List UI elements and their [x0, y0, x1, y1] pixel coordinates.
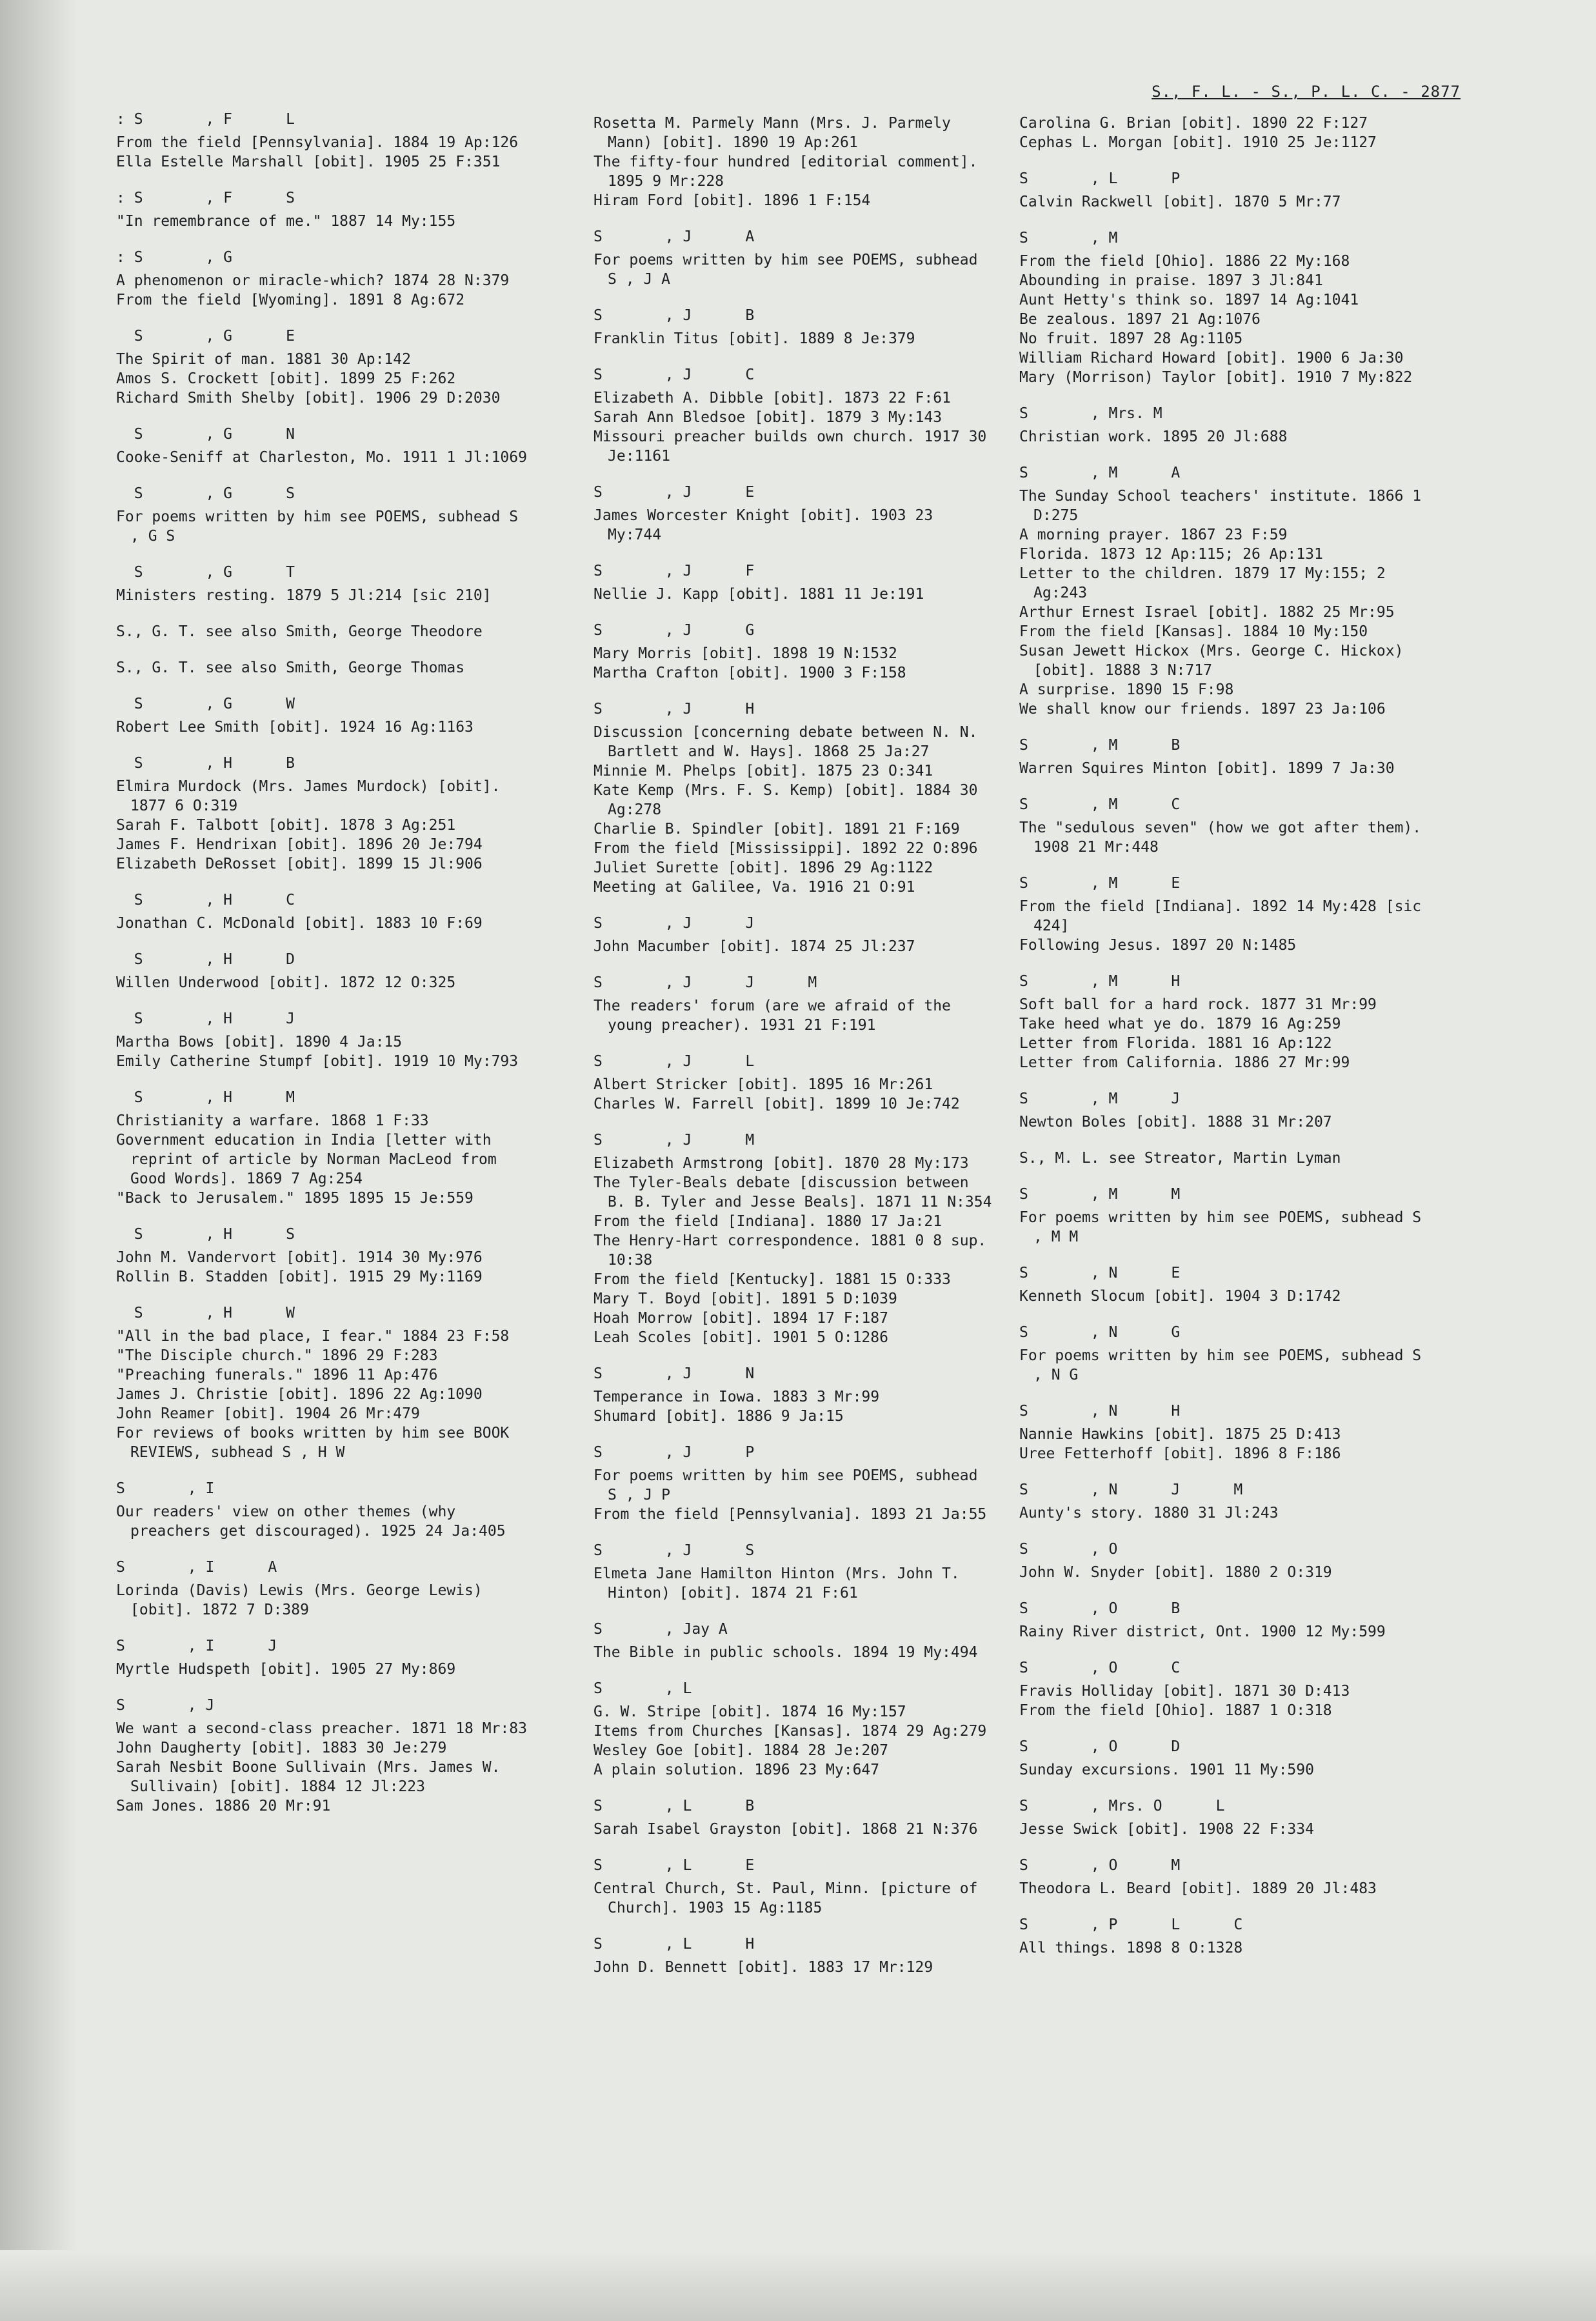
citation-item: The Henry-Hart correspondence. 1881 0 8 sup. 10:38	[594, 1232, 987, 1269]
index-entry	[1019, 404, 1432, 447]
citation-item: From the field [Kansas]. 1884 10 My:150	[1019, 623, 1368, 640]
index-entry	[1019, 1149, 1432, 1168]
entry-heading: S , O	[1019, 1541, 1118, 1558]
citation-item: Missouri preacher builds own church. 1917 30 Je:1161	[594, 428, 987, 465]
citation-item: Uree Fetterhoff [obit]. 1896 8 F:186	[1019, 1445, 1341, 1462]
citation-item: Letter from California. 1886 27 Mr:99	[1019, 1054, 1350, 1071]
index-entry	[1019, 1658, 1432, 1720]
citation-item: Sunday excursions. 1901 11 My:590	[1019, 1762, 1314, 1778]
index-entry	[1019, 736, 1432, 778]
entry-heading: S , J	[116, 1697, 215, 1714]
citation-item: For reviews of books written by him see BOOK REVIEWS, subhead S , H W	[116, 1425, 510, 1461]
citation-item: "Back to Jerusalem." 1895 1895 15 Je:559	[116, 1190, 474, 1207]
citation-item: Ella Estelle Marshall [obit]. 1905 25 F:351	[116, 154, 501, 170]
citation-item: Cephas L. Morgan [obit]. 1910 25 Je:1127	[1019, 134, 1377, 151]
citation-item: Nellie J. Kapp [obit]. 1881 11 Je:191	[594, 586, 924, 603]
citation-item: Aunty's story. 1880 31 Jl:243	[1019, 1505, 1279, 1522]
entry-heading: S , N J M	[1019, 1482, 1243, 1498]
citation-item: For poems written by him see POEMS, subhead S , M M	[1019, 1209, 1422, 1245]
citation-item: Sarah Ann Bledsoe [obit]. 1879 3 My:143	[594, 409, 943, 426]
citation-item: James Worcester Knight [obit]. 1903 23 My:744	[594, 507, 933, 543]
citation-item: Letter from Florida. 1881 16 Ap:122	[1019, 1035, 1332, 1052]
citation-item: The Bible in public schools. 1894 19 My:494	[594, 1644, 978, 1661]
citation-item: James F. Hendrixan [obit]. 1896 20 Je:794	[116, 836, 483, 853]
citation-item: John D. Bennett [obit]. 1883 17 Mr:129	[594, 1959, 933, 1976]
index-entry	[1019, 1185, 1432, 1247]
index-entry	[116, 1009, 535, 1071]
citation-item: Newton Boles [obit]. 1888 31 Mr:207	[1019, 1114, 1332, 1130]
entry-heading: S , M H	[1019, 973, 1181, 990]
citation-item: Christian work. 1895 20 Jl:688	[1019, 428, 1288, 445]
index-entry	[116, 1479, 535, 1541]
citation-item: From the field [Pennsylvania]. 1884 19 Ap:126	[116, 134, 519, 151]
index-entry	[116, 694, 535, 737]
entry-heading: S , G E	[116, 328, 295, 345]
citation-item: John Macumber [obit]. 1874 25 Jl:237	[594, 938, 915, 955]
entry-heading: S , N G	[1019, 1324, 1181, 1341]
citation-item: Cooke-Seniff at Charleston, Mo. 1911 1 Jl:1069	[116, 449, 527, 466]
index-entry	[594, 621, 993, 683]
index-entry	[594, 306, 993, 348]
citation-item: Soft ball for a hard rock. 1877 31 Mr:99	[1019, 996, 1377, 1013]
entry-heading: S , I J	[116, 1638, 277, 1654]
citation-item: Be zealous. 1897 21 Ag:1076	[1019, 311, 1261, 328]
index-entry	[116, 1303, 535, 1462]
citation-item: Leah Scoles [obit]. 1901 5 O:1286	[594, 1329, 888, 1346]
citation-item: Rollin B. Stadden [obit]. 1915 29 My:1169	[116, 1269, 483, 1285]
index-entry	[1019, 114, 1432, 152]
index-entry	[116, 950, 535, 992]
entry-heading: S , H B	[116, 755, 295, 772]
citation-item: From the field [Mississippi]. 1892 22 O:896	[594, 840, 978, 857]
citation-item: Franklin Titus [obit]. 1889 8 Je:379	[594, 330, 915, 347]
citation-item: Carolina G. Brian [obit]. 1890 22 F:127	[1019, 115, 1368, 132]
citation-item: Rainy River district, Ont. 1900 12 My:599	[1019, 1623, 1386, 1640]
index-entry	[594, 561, 993, 604]
citation-item: A surprise. 1890 15 F:98	[1019, 681, 1234, 698]
citation-item: Elizabeth A. Dibble [obit]. 1873 22 F:61	[594, 390, 951, 407]
index-entry	[116, 248, 535, 310]
citation-item: Elizabeth Armstrong [obit]. 1870 28 My:173	[594, 1155, 969, 1172]
citation-item: Following Jesus. 1897 20 N:1485	[1019, 937, 1297, 954]
citation-item: Sarah Nesbit Boone Sullivain (Mrs. James W. Sullivain) [obit]. 1884 12 Jl:223	[116, 1759, 501, 1795]
citation-item: No fruit. 1897 28 Ag:1105	[1019, 330, 1243, 347]
index-entry	[116, 425, 535, 467]
index-entry	[1019, 874, 1432, 955]
citation-item: Lorinda (Davis) Lewis (Mrs. George Lewis) [obit]. 1872 7 D:389	[116, 1582, 483, 1618]
index-entry	[1019, 1796, 1432, 1839]
citation-item: Warren Squires Minton [obit]. 1899 7 Ja:30	[1019, 760, 1395, 777]
citation-item: The Tyler-Beals debate [discussion between B. B. Tyler and Jesse Beals]. 1871 11 N:354	[594, 1174, 992, 1211]
index-column-1	[116, 110, 535, 1833]
citation-item: Theodora L. Beard [obit]. 1889 20 Jl:483	[1019, 1880, 1377, 1897]
index-entry	[594, 1856, 993, 1918]
citation-item: We want a second-class preacher. 1871 18 Mr:83	[116, 1720, 527, 1737]
citation-item: Shumard [obit]. 1886 9 Ja:15	[594, 1408, 844, 1425]
citation-item: Sarah F. Talbott [obit]. 1878 3 Ag:251	[116, 817, 456, 834]
entry-heading: S , J S	[594, 1542, 755, 1559]
citation-item: Jonathan C. McDonald [obit]. 1883 10 F:69	[116, 915, 483, 932]
citation-item: Central Church, St. Paul, Minn. [picture of Church]. 1903 15 Ag:1185	[594, 1880, 978, 1916]
entry-heading: S , O C	[1019, 1660, 1181, 1676]
index-entry	[1019, 1323, 1432, 1385]
citation-item: Albert Stricker [obit]. 1895 16 Mr:261	[594, 1076, 933, 1093]
index-entry	[1019, 463, 1432, 719]
index-entry	[116, 563, 535, 605]
citation-item: The Spirit of man. 1881 30 Ap:142	[116, 351, 411, 368]
citation-item: Fravis Holliday [obit]. 1871 30 D:413	[1019, 1683, 1350, 1700]
citation-item: Discussion [concerning debate between N. N. Bartlett and W. Hays]. 1868 25 Ja:27	[594, 724, 978, 760]
index-entry	[1019, 228, 1432, 387]
entry-heading: S , J H	[594, 701, 755, 718]
entry-heading: S , G N	[116, 426, 295, 443]
citation-item: Meeting at Galilee, Va. 1916 21 O:91	[594, 879, 915, 896]
entry-heading: S , J J	[594, 915, 755, 932]
index-entry	[116, 188, 535, 231]
citation-item: Sam Jones. 1886 20 Mr:91	[116, 1798, 331, 1814]
citation-item: Elizabeth DeRosset [obit]. 1899 15 Jl:906	[116, 856, 483, 872]
citation-item: The fifty-four hundred [editorial comment]. 1895 9 Mr:228	[594, 154, 978, 190]
citation-item: "In remembrance of me." 1887 14 My:155	[116, 213, 456, 230]
citation-item: Robert Lee Smith [obit]. 1924 16 Ag:1163	[116, 719, 474, 736]
citation-item: Ministers resting. 1879 5 Jl:214 [sic 210]	[116, 587, 492, 604]
entry-heading: S , M A	[1019, 465, 1181, 481]
entry-heading: S , H W	[116, 1305, 295, 1321]
citation-item: Juliet Surette [obit]. 1896 29 Ag:1122	[594, 859, 933, 876]
entry-heading: S , M J	[1019, 1090, 1181, 1107]
entry-heading: S , O D	[1019, 1738, 1181, 1755]
citation-item: From the field [Indiana]. 1892 14 My:428 [sic 424]	[1019, 898, 1422, 934]
index-entry	[1019, 1915, 1432, 1958]
citation-item: Our readers' view on other themes (why preachers get discouraged). 1925 24 Ja:405	[116, 1503, 506, 1540]
entry-heading: : S , G	[116, 249, 233, 266]
citation-item: For poems written by him see POEMS, subhead S , J P	[594, 1467, 978, 1503]
citation-item: For poems written by him see POEMS, subhead S , N G	[1019, 1347, 1422, 1383]
citation-item: Sarah Isabel Grayston [obit]. 1868 21 N:376	[594, 1821, 978, 1838]
citation-item: A phenomenon or miracle-which? 1874 28 N:379	[116, 272, 510, 289]
citation-item: John Reamer [obit]. 1904 26 Mr:479	[116, 1405, 420, 1422]
index-entry	[594, 1679, 993, 1780]
citation-item: Emily Catherine Stumpf [obit]. 1919 10 My:793	[116, 1053, 519, 1070]
citation-item: Kenneth Slocum [obit]. 1904 3 D:1742	[1019, 1288, 1341, 1305]
entry-heading: S , O M	[1019, 1857, 1181, 1874]
entry-heading: S , M	[1019, 230, 1118, 246]
citation-item: S., G. T. see also Smith, George Theodore	[116, 623, 483, 640]
index-entry	[1019, 972, 1432, 1072]
citation-item: Take heed what ye do. 1879 16 Ag:259	[1019, 1016, 1341, 1032]
citation-item: Elmira Murdock (Mrs. James Murdock) [obit]. 1877 6 O:319	[116, 778, 501, 814]
citation-item: Martha Crafton [obit]. 1900 3 F:158	[594, 665, 906, 681]
entry-heading: S , G T	[116, 564, 295, 581]
citation-item: Abounding in praise. 1897 3 Jl:841	[1019, 272, 1323, 289]
running-head: S., F. L. - S., P. L. C. - 2877	[1152, 83, 1461, 101]
index-entry	[1019, 1480, 1432, 1523]
entry-heading: S , M M	[1019, 1186, 1181, 1203]
citation-item: Martha Bows [obit]. 1890 4 Ja:15	[116, 1034, 403, 1050]
citation-item: Mary Morris [obit]. 1898 19 N:1532	[594, 645, 897, 662]
entry-heading: S , J E	[594, 484, 755, 501]
index-entry	[594, 483, 993, 545]
citation-item: Elmeta Jane Hamilton Hinton (Mrs. John T. Hinton) [obit]. 1874 21 F:61	[594, 1565, 960, 1602]
citation-item: James J. Christie [obit]. 1896 22 Ag:1090	[116, 1386, 483, 1403]
index-entry	[594, 1130, 993, 1347]
citation-item: Richard Smith Shelby [obit]. 1906 29 D:2030	[116, 390, 501, 407]
index-entry	[116, 484, 535, 546]
index-entry	[594, 1934, 993, 1977]
index-entry	[116, 658, 535, 678]
index-entry	[594, 1620, 993, 1662]
entry-heading: S , H M	[116, 1089, 295, 1106]
citation-item: From the field [Ohio]. 1887 1 O:318	[1019, 1702, 1332, 1719]
entry-heading: S , N E	[1019, 1265, 1181, 1281]
citation-item: Florida. 1873 12 Ap:115; 26 Ap:131	[1019, 546, 1323, 563]
index-entry	[594, 1443, 993, 1524]
entry-heading: S , J M	[594, 1132, 755, 1149]
index-entry	[116, 110, 535, 172]
entry-heading: S , J F	[594, 563, 755, 579]
citation-item: William Richard Howard [obit]. 1900 6 Ja:30	[1019, 350, 1404, 367]
index-entry	[594, 914, 993, 956]
citation-item: The Sunday School teachers' institute. 1866 1 D:275	[1019, 488, 1422, 524]
citation-item: Aunt Hetty's think so. 1897 14 Ag:1041	[1019, 292, 1359, 308]
index-column-3	[1019, 110, 1432, 1974]
citation-item: A plain solution. 1896 23 My:647	[594, 1762, 880, 1778]
index-entry	[1019, 1402, 1432, 1463]
entry-heading: S , J B	[594, 307, 755, 324]
citation-item: Mary (Morrison) Taylor [obit]. 1910 7 My:822	[1019, 369, 1413, 386]
citation-item: S., G. T. see also Smith, George Thomas	[116, 659, 465, 676]
index-entry	[116, 622, 535, 641]
index-entry	[1019, 169, 1432, 212]
entry-heading: S , I A	[116, 1559, 277, 1576]
index-entry	[594, 1052, 993, 1114]
citation-item: The "sedulous seven" (how we got after them). 1908 21 Mr:448	[1019, 819, 1422, 856]
citation-item: A morning prayer. 1867 23 F:59	[1019, 527, 1288, 543]
index-entry	[116, 754, 535, 874]
index-entry	[594, 1796, 993, 1839]
citation-item: Amos S. Crockett [obit]. 1899 25 F:262	[116, 370, 456, 387]
entry-heading: S , J A	[594, 228, 755, 245]
citation-item: Myrtle Hudspeth [obit]. 1905 27 My:869	[116, 1661, 456, 1678]
entry-heading: S , H J	[116, 1010, 295, 1027]
index-entry	[1019, 1737, 1432, 1780]
index-entry	[116, 1636, 535, 1679]
index-entry	[1019, 1540, 1432, 1582]
entry-heading: S , G S	[116, 485, 295, 502]
citation-item: Charles W. Farrell [obit]. 1899 10 Je:742	[594, 1096, 960, 1112]
entry-heading: S , L H	[594, 1936, 755, 1953]
index-entry	[1019, 1599, 1432, 1642]
entry-heading: S , M B	[1019, 737, 1181, 754]
page-bottom-shadow	[0, 2250, 1596, 2321]
entry-heading: S , J C	[594, 367, 755, 383]
citation-item: Temperance in Iowa. 1883 3 Mr:99	[594, 1389, 880, 1405]
entry-heading: S , J N	[594, 1365, 755, 1382]
citation-item: S., M. L. see Streator, Martin Lyman	[1019, 1150, 1341, 1167]
citation-item: The readers' forum (are we afraid of the young preacher). 1931 21 F:191	[594, 998, 951, 1034]
entry-heading: S , L E	[594, 1857, 755, 1874]
entry-heading: S , H D	[116, 951, 295, 968]
citation-item: Letter to the children. 1879 17 My:155; 2 Ag:243	[1019, 565, 1386, 601]
index-entry	[1019, 1856, 1432, 1898]
citation-item: From the field [Kentucky]. 1881 15 O:333	[594, 1271, 951, 1288]
index-entry	[116, 327, 535, 408]
citation-item: Items from Churches [Kansas]. 1874 29 Ag:279	[594, 1723, 987, 1740]
entry-heading: S , M C	[1019, 796, 1181, 813]
citation-item: Minnie M. Phelps [obit]. 1875 23 O:341	[594, 763, 933, 779]
entry-heading: S , H S	[116, 1226, 295, 1243]
entry-heading: S , Mrs. O L	[1019, 1798, 1225, 1814]
citation-item: Susan Jewett Hickox (Mrs. George C. Hickox) [obit]. 1888 3 N:717	[1019, 643, 1404, 679]
citation-item: All things. 1898 8 O:1328	[1019, 1940, 1243, 1956]
citation-item: Kate Kemp (Mrs. F. S. Kemp) [obit]. 1884 30 Ag:278	[594, 782, 978, 818]
citation-item: "Preaching funerals." 1896 11 Ap:476	[116, 1367, 438, 1383]
citation-item: Government education in India [letter with reprint of article by Norman MacLeod from Good Words]. 1869 7 Ag:254	[116, 1132, 497, 1187]
citation-item: G. W. Stripe [obit]. 1874 16 My:157	[594, 1703, 906, 1720]
entry-heading: S , N H	[1019, 1403, 1181, 1420]
citation-item: "The Disciple church." 1896 29 F:283	[116, 1347, 438, 1364]
entry-heading: S , J L	[594, 1053, 755, 1070]
index-entry	[116, 890, 535, 933]
citation-item: Nannie Hawkins [obit]. 1875 25 D:413	[1019, 1426, 1341, 1443]
entry-heading: S , L B	[594, 1798, 755, 1814]
page-binding-shadow	[0, 0, 77, 2321]
citation-item: Charlie B. Spindler [obit]. 1891 21 F:169	[594, 821, 960, 838]
citation-item: Rosetta M. Parmely Mann (Mrs. J. Parmely Mann) [obit]. 1890 19 Ap:261	[594, 115, 951, 151]
entry-heading: S , H C	[116, 892, 295, 909]
citation-item: John M. Vandervort [obit]. 1914 30 My:976	[116, 1249, 483, 1266]
citation-item: Calvin Rackwell [obit]. 1870 5 Mr:77	[1019, 194, 1341, 210]
citation-item: We shall know our friends. 1897 23 Ja:106	[1019, 701, 1386, 718]
entry-heading: S , M E	[1019, 875, 1181, 892]
entry-heading: S , L	[594, 1680, 692, 1697]
index-column-2	[594, 110, 993, 1994]
entry-heading: S , J G	[594, 622, 755, 639]
index-entry	[116, 1088, 535, 1208]
index-entry	[116, 1558, 535, 1620]
citation-item: Jesse Swick [obit]. 1908 22 F:334	[1019, 1821, 1314, 1838]
index-entry	[594, 1541, 993, 1603]
entry-heading: : S , F L	[116, 111, 295, 128]
citation-item: From the field [Pennsylvania]. 1893 21 Ja:55	[594, 1506, 987, 1523]
entry-heading: S , Jay A	[594, 1621, 728, 1638]
citation-item: From the field [Ohio]. 1886 22 My:168	[1019, 253, 1350, 270]
citation-item: Hoah Morrow [obit]. 1894 17 F:187	[594, 1310, 888, 1327]
entry-heading: S , P L C	[1019, 1916, 1243, 1933]
citation-item: "All in the bad place, I fear." 1884 23 F:58	[116, 1328, 510, 1345]
citation-item: Arthur Ernest Israel [obit]. 1882 25 Mr:95	[1019, 604, 1395, 621]
citation-item: From the field [Wyoming]. 1891 8 Ag:672	[116, 292, 465, 308]
entry-heading: : S , F S	[116, 190, 295, 206]
index-entry	[594, 973, 993, 1035]
citation-item: For poems written by him see POEMS, subhead S , G S	[116, 508, 519, 545]
index-entry	[1019, 795, 1432, 857]
citation-item: Wesley Goe [obit]. 1884 28 Je:207	[594, 1742, 888, 1759]
entry-heading: S , G W	[116, 696, 295, 712]
citation-item: John Daugherty [obit]. 1883 30 Je:279	[116, 1740, 447, 1756]
index-entry	[594, 699, 993, 897]
entry-heading: S , J P	[594, 1444, 755, 1461]
entry-heading: S , L P	[1019, 170, 1181, 187]
entry-heading: S , Mrs. M	[1019, 405, 1162, 422]
citation-item: John W. Snyder [obit]. 1880 2 O:319	[1019, 1564, 1332, 1581]
index-entry	[594, 1364, 993, 1426]
citation-item: Willen Underwood [obit]. 1872 12 O:325	[116, 974, 456, 991]
index-entry	[594, 114, 993, 210]
citation-item: Hiram Ford [obit]. 1896 1 F:154	[594, 192, 871, 209]
index-entry	[594, 227, 993, 289]
index-entry	[116, 1225, 535, 1287]
index-entry	[1019, 1089, 1432, 1132]
index-entry	[116, 1696, 535, 1816]
citation-item: For poems written by him see POEMS, subhead S , J A	[594, 252, 978, 288]
index-entry	[1019, 1263, 1432, 1306]
citation-item: From the field [Indiana]. 1880 17 Ja:21	[594, 1213, 943, 1230]
citation-item: Christianity a warfare. 1868 1 F:33	[116, 1112, 429, 1129]
index-entry	[594, 365, 993, 466]
citation-item: Mary T. Boyd [obit]. 1891 5 D:1039	[594, 1291, 897, 1307]
entry-heading: S , J J M	[594, 974, 817, 991]
entry-heading: S , I	[116, 1480, 215, 1497]
entry-heading: S , O B	[1019, 1600, 1181, 1617]
